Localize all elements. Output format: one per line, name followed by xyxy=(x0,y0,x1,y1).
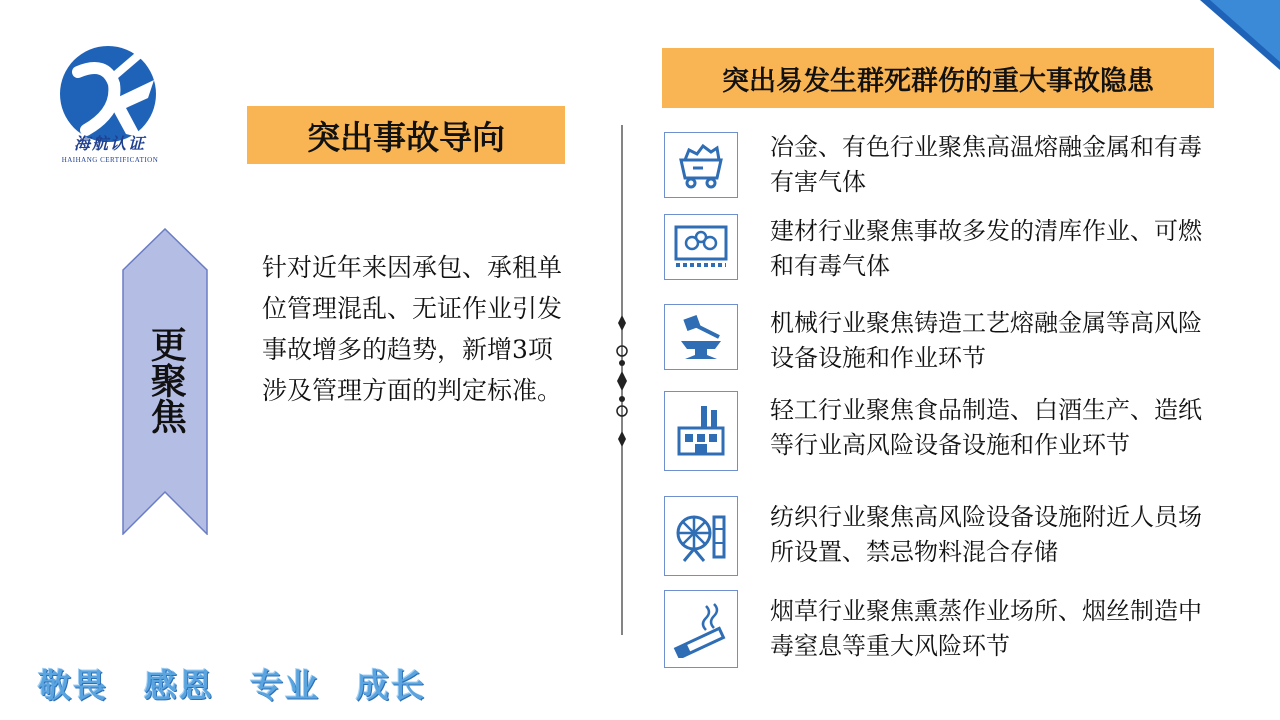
hammer-anvil-icon xyxy=(664,304,738,370)
item-text: 机械行业聚焦铸造工艺熔融金属等高风险设备设施和作业环节 xyxy=(770,309,1202,372)
slogan-word: 成长 xyxy=(356,666,426,705)
slogan-word: 专业 xyxy=(250,666,320,705)
spinning-wheel-icon xyxy=(664,496,738,576)
slogan-word: 敬畏 xyxy=(38,666,108,705)
slogan-word: 感恩 xyxy=(144,666,214,705)
left-section-title: 突出事故导向 xyxy=(247,106,565,164)
vertical-divider xyxy=(612,125,632,635)
item-text: 冶金、有色行业聚焦高温熔融金属和有毒有害气体 xyxy=(770,133,1202,196)
left-paragraph: 针对近年来因承包、承租单位管理混乱、无证作业引发事故增多的趋势，新增3项涉及管理方面的判定标准。 xyxy=(262,253,563,405)
item-text: 烟草行业聚焦熏蒸作业场所、烟丝制造中毒窒息等重大风险环节 xyxy=(770,597,1202,660)
factory-icon xyxy=(664,391,738,471)
building-materials-icon xyxy=(664,214,738,280)
logo-chinese-name: 海航认证 xyxy=(73,134,146,153)
item-text: 轻工行业聚焦食品制造、白酒生产、造纸等行业高风险设备设施和作业环节 xyxy=(770,396,1202,459)
banner-label: 更聚焦 xyxy=(145,326,187,434)
item-text: 建材行业聚焦事故多发的清库作业、可燃和有毒气体 xyxy=(770,217,1202,280)
slogan-bar xyxy=(38,660,426,707)
mine-cart-icon xyxy=(664,132,738,198)
right-section-title: 突出易发生群死群伤的重大事故隐患 xyxy=(662,48,1214,108)
cigarette-icon xyxy=(664,590,738,668)
logo-english-name: HAIHANG CERTIFICATION xyxy=(61,156,159,164)
item-text: 纺织行业聚焦高风险设备设施附近人员场所设置、禁忌物料混合存储 xyxy=(770,503,1202,566)
